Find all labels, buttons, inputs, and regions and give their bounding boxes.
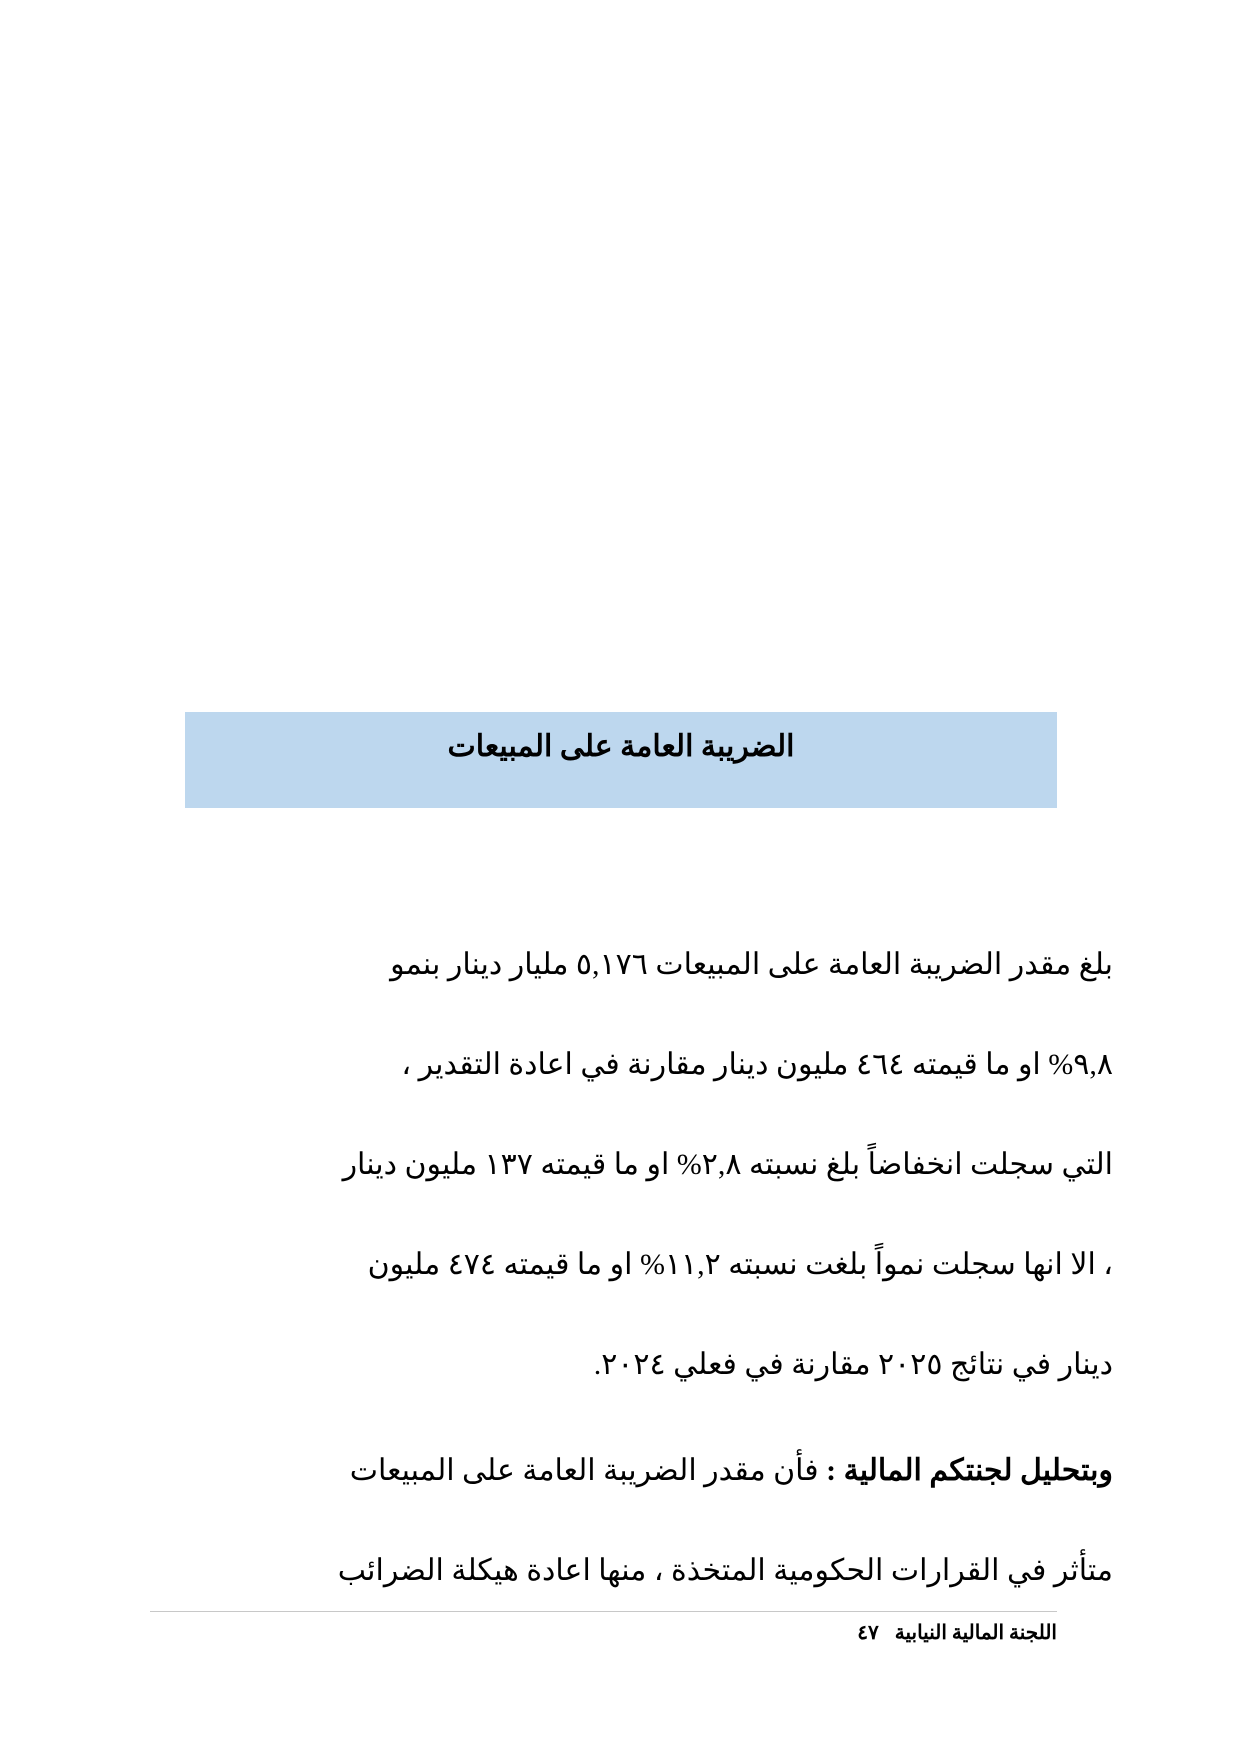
section-title: الضريبة العامة على المبيعات	[447, 730, 795, 763]
paragraph1-line-4: ، الا انها سجلت نمواً بلغت نسبته ١١,٢% او ما قيمته ٤٧٤ مليون	[367, 1248, 1113, 1281]
footer-separator-line	[150, 1611, 1057, 1612]
paragraph1-line-1: بلغ مقدر الضريبة العامة على المبيعات ٥,١٧٦ مليار دينار بنمو	[390, 948, 1113, 981]
paragraph2-colon: :	[818, 1454, 844, 1487]
footer-committee-label: اللجنة المالية النيابية	[894, 1622, 1057, 1644]
paragraph2-line-2: متأثر في القرارات الحكومية المتخذة ، منها اعادة هيكلة الضرائب	[337, 1554, 1113, 1587]
paragraph2-line-1	[118, 1421, 1113, 1521]
paragraph2-lead-rest: فأن مقدر الضريبة العامة على المبيعات	[349, 1454, 819, 1487]
footer-page-number: ٤٧	[857, 1622, 879, 1644]
paragraph1-line-5: دينار في نتائج ٢٠٢٥ مقارنة في فعلي ٢٠٢٤.	[593, 1348, 1113, 1381]
section-title-box	[185, 712, 1057, 808]
page-footer	[857, 1615, 1057, 1651]
paragraph2-bold-lead: وبتحليل لجنتكم المالية	[843, 1454, 1113, 1487]
body-text-block	[118, 915, 1113, 1621]
paragraph1-line-3: التي سجلت انخفاضاً بلغ نسبته ٢,٨% او ما قيمته ١٣٧ مليون دينار	[342, 1148, 1113, 1181]
paragraph1-line-2: ٩,٨% او ما قيمته ٤٦٤ مليون دينار مقارنة في اعادة التقدير ،	[401, 1048, 1113, 1081]
